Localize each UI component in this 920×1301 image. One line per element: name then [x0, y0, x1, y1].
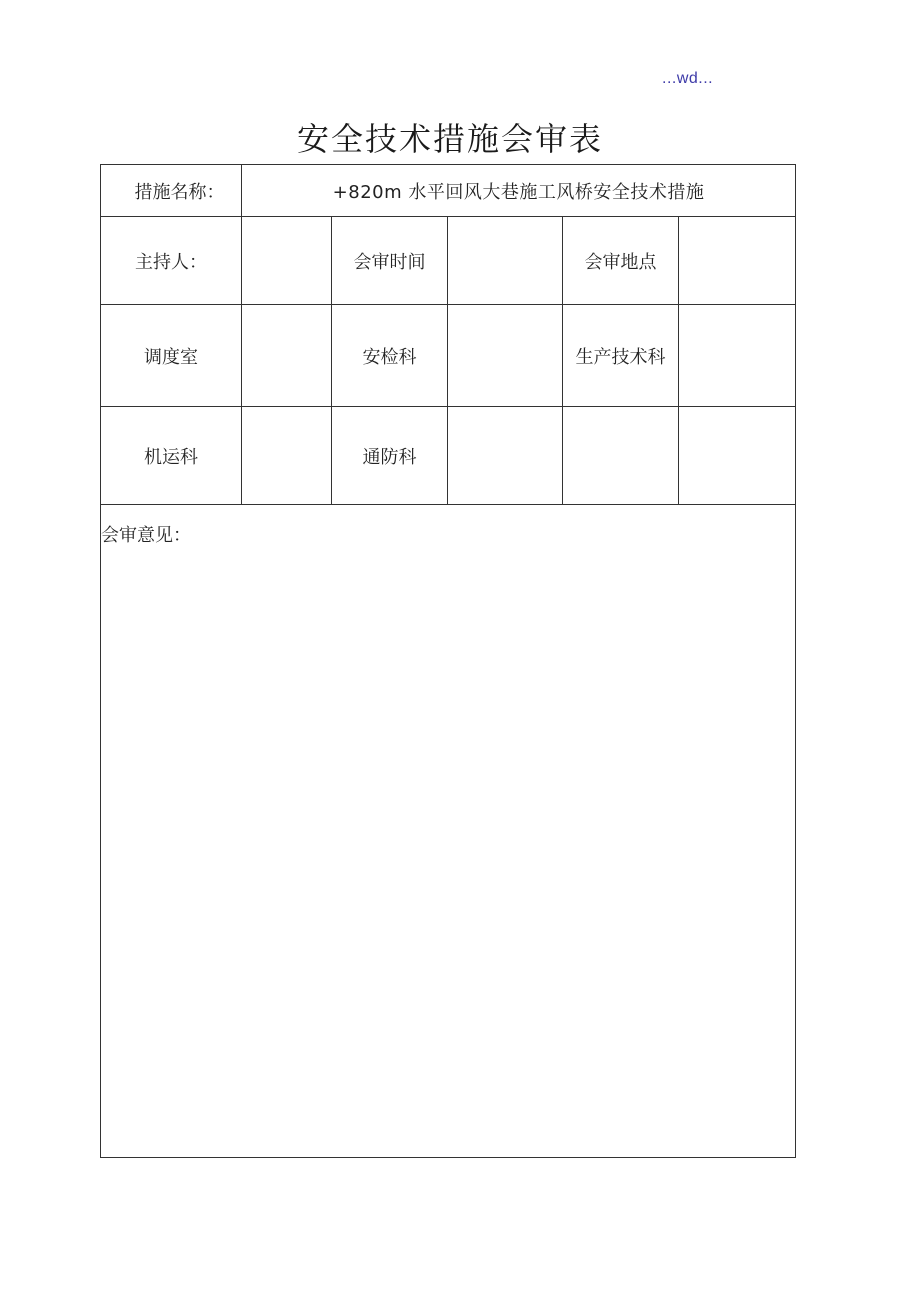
- department-signature-ventilation: [448, 407, 563, 505]
- department-label-dispatch: 调度室: [101, 305, 242, 407]
- department-row: [101, 407, 796, 505]
- host-label: 主持人：: [101, 217, 242, 305]
- department-label-production: 生产技术科: [563, 305, 679, 407]
- measure-name-row: [101, 165, 796, 217]
- host-value-cell: [242, 217, 332, 305]
- department-label-blank: [563, 407, 679, 505]
- department-signature-blank: [679, 407, 796, 505]
- department-label-safety: 安检科: [332, 305, 448, 407]
- review-location-value-cell: [679, 217, 796, 305]
- review-time-label: 会审时间: [332, 217, 448, 305]
- review-time-value-cell: [448, 217, 563, 305]
- department-signature-mechanical: [242, 407, 332, 505]
- measure-name-label: 措施名称：: [101, 165, 242, 217]
- opinion-row: [101, 505, 796, 1158]
- review-opinion-label: 会审意见：: [101, 505, 796, 1158]
- meeting-info-row: [101, 217, 796, 305]
- review-location-label: 会审地点: [563, 217, 679, 305]
- department-signature-safety: [448, 305, 563, 407]
- department-signature-production: [679, 305, 796, 407]
- department-label-ventilation: 通防科: [332, 407, 448, 505]
- review-table: [100, 164, 796, 1158]
- department-signature-dispatch: [242, 305, 332, 407]
- department-label-mechanical: 机运科: [101, 407, 242, 505]
- page-header-mark: ...wd...: [662, 70, 714, 87]
- document-title: 安全技术措施会审表: [296, 120, 603, 158]
- measure-name-value: +820m 水平回风大巷施工风桥安全技术措施: [242, 165, 796, 217]
- department-row: [101, 305, 796, 407]
